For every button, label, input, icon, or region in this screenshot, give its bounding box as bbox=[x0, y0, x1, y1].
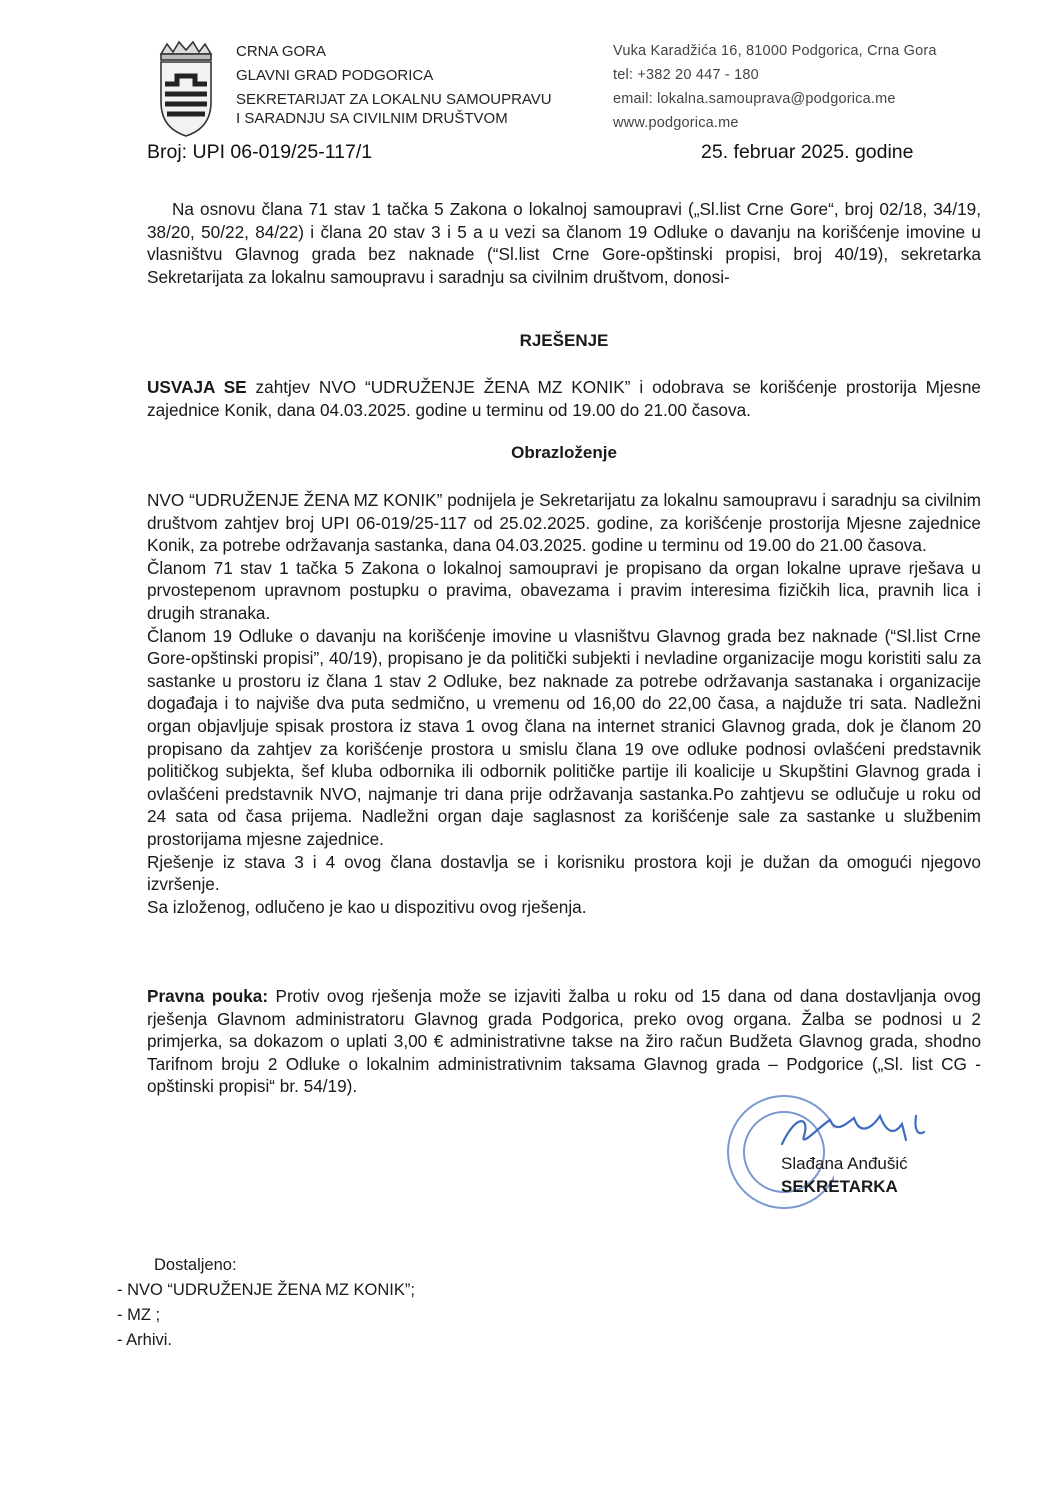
decision-title: RJEŠENJE bbox=[519, 331, 609, 350]
signatory-name: Slađana Anđušić bbox=[781, 1154, 908, 1173]
reasoning-paragraph: Sa izloženog, odlučeno je kao u dispozitivu ovog rješenja. bbox=[147, 896, 587, 917]
reasoning-paragraph: Rješenje iz stava 3 i 4 ovog člana dostavlja se i korisniku prostora koji je dužan da omogući njegovo izvršenje. bbox=[147, 851, 981, 895]
legal-remedy-lead: Pravna pouka: bbox=[147, 986, 269, 1006]
reasoning-body bbox=[147, 489, 981, 918]
legal-remedy-paragraph bbox=[147, 985, 981, 1098]
letterhead-line-country: CRNA GORA bbox=[236, 43, 327, 60]
distribution-list bbox=[117, 1278, 415, 1353]
contact-website: www.podgorica.me bbox=[613, 115, 739, 131]
legal-remedy-text: Protiv ovog rješenja može se izjaviti žalba u roku od 15 dana od dana dostavljanja ovog rješenja Glavnom administratoru Glavnog grada Podgorica, preko ovog organa. Žalba se podnosi u 2 primjerka, sa dokazom o uplati 3,00 € administrativne takse na žiro račun Budžeta Glavnog grada, shodno Tarifnom broju 2 Odluke o lokalnim administrativnim taksama Glavnog grada – Podgorice („Sl. list CG - opštinski propisi“ br. 54/19). bbox=[147, 986, 981, 1097]
contact-phone: tel: +382 20 447 - 180 bbox=[613, 67, 759, 83]
document-date: 25. februar 2025. godine bbox=[701, 141, 914, 163]
distribution-item: - Arhivi. bbox=[117, 1331, 173, 1349]
distribution-item: - MZ ; bbox=[117, 1306, 161, 1324]
letterhead-line-city: GLAVNI GRAD PODGORICA bbox=[236, 67, 434, 84]
contact-address: Vuka Karadžića 16, 81000 Podgorica, Crna Gora bbox=[613, 43, 937, 59]
letterhead-contacts bbox=[613, 39, 937, 135]
decision-text: zahtjev NVO “UDRUŽENJE ŽENA MZ KONIK” i odobrava se korišćenje prostorija Mjesne zajednice Konik, dana 04.03.2025. godine u terminu od 19.00 do 21.00 časova. bbox=[147, 377, 981, 420]
document-number: Broj: UPI 06-019/25-117/1 bbox=[147, 141, 373, 163]
contact-email: email: lokalna.samouprava@podgorica.me bbox=[613, 91, 896, 107]
signatory-role: SEKRETARKA bbox=[781, 1177, 898, 1196]
reasoning-title: Obrazloženje bbox=[511, 443, 617, 462]
letterhead-line-secretariat-cont: I SARADNJU SA CIVILNIM DRUŠTVOM bbox=[236, 110, 508, 127]
intro-paragraph: Na osnovu člana 71 stav 1 tačka 5 Zakona o lokalnoj samoupravi („Sl.list Crne Gore“, broj 02/18, 34/19, 38/20, 50/22, 84/22) i člana 20 stav 3 i 5 a u vezi sa članom 19 Odluke o davanju na korišćenje imovine u vlasništvu Glavnog grada bez naknade (“Sl.list Crne Gore-opštinski propisi, broj 40/19), sekretarka Sekretarijata za lokalnu samoupravu i saradnju sa civilnim društvom, donosi- bbox=[147, 199, 981, 287]
letterhead-line-secretariat: SEKRETARIJAT ZA LOKALNU SAMOUPRAVU bbox=[236, 91, 552, 108]
reasoning-paragraph: Članom 19 Odluke o davanju na korišćenje imovine u vlasništvu Glavnog grada bez naknade (“Sl.list Crne Gore-opštinski propisi”, 40/19), propisano je da politički subjekti i nevladine organizacije mogu koristiti salu za sastanke u prostoru iz člana 1 stav 2 Odluke, bez naknade za potrebe održavanja sastanaka i organizacije događaja i to najviše dva puta sedmično, u vremenu od 16,00 do 22,00 časa, a najduže tri sata. Nadležni organ objavljuje spisak prostora iz stava 1 ovog člana na internet stranici Glavnog grada, dok je članom 20 propisano da zahtjev za korišćenje prostora u smislu člana 19 ove odluke podnosi ovlašćeni predstavnik političkog subjekta, šef kluba odbornika ili odbornik političke partije ili koalicije u Skupštini Glavnog grada i ovlašćeni predstavnik NVO, najmanje tri dana prije održavanja sastanka.Po zahtjevu se odlučuje u roku od 24 sata od časa prijema. Nadležni organ daje saglasnost za korišćenje sale za sastanke u službenim prostorijama mjesne zajednice. bbox=[147, 625, 981, 849]
signature-block bbox=[781, 1152, 908, 1198]
distribution-label: Dostaljeno: bbox=[154, 1256, 237, 1274]
distribution-item: - NVO “UDRUŽENJE ŽENA MZ KONIK”; bbox=[117, 1281, 415, 1299]
decision-lead: USVAJA SE bbox=[147, 377, 247, 397]
letterhead-institution bbox=[236, 40, 552, 131]
reasoning-paragraph: Članom 71 stav 1 tačka 5 Zakona o lokalnoj samoupravi je propisano da organ lokalne uprave rješava u prvostepenom upravnom postupku o pravima, obavezama i pravim interesima fizičkih lica, pravnih lica i drugih stranaka. bbox=[147, 557, 981, 623]
podgorica-coat-of-arms-icon bbox=[157, 40, 215, 140]
decision-paragraph bbox=[147, 376, 981, 421]
reasoning-paragraph: NVO “UDRUŽENJE ŽENA MZ KONIK” podnijela je Sekretarijatu za lokalnu samoupravu i saradnju sa civilnim društvom zahtjev broj UPI 06-019/25-117 od 25.02.2025. godine, za korišćenje prostorija Mjesne zajednice Konik, za potrebe održavanja sastanka, dana 04.03.2025. godine u terminu od 19.00 do 21.00 časova. bbox=[147, 490, 981, 556]
